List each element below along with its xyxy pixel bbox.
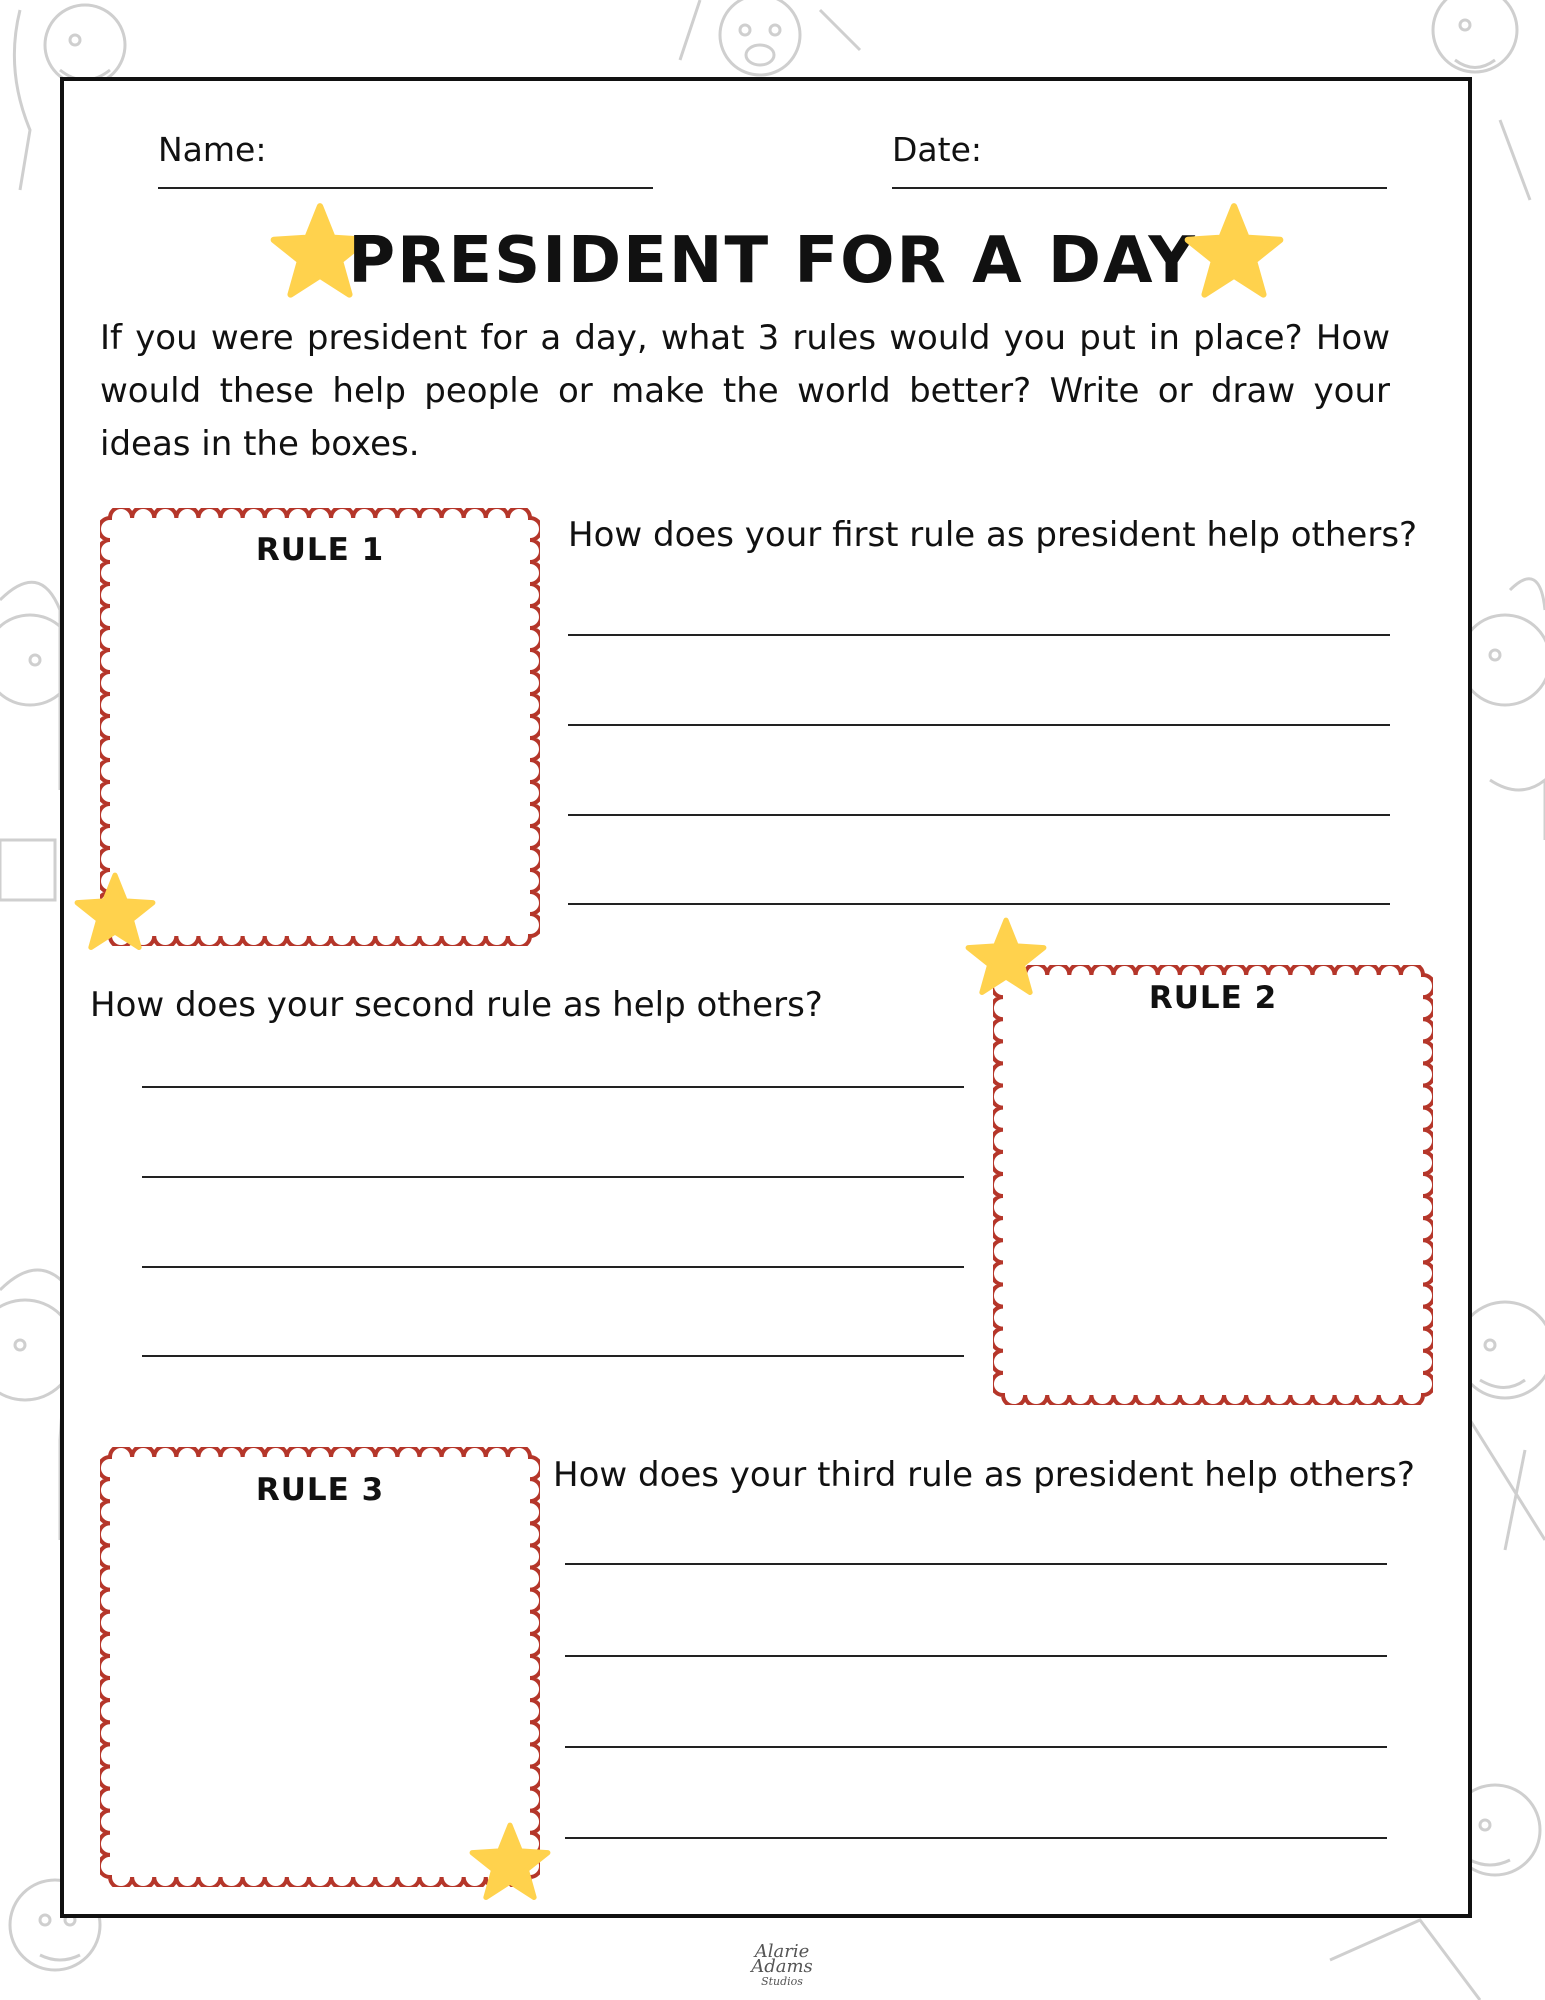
answer-line[interactable] <box>142 1086 964 1088</box>
rule-1-question: How does your first rule as president help others? <box>568 515 1418 555</box>
scalloped-border <box>993 965 1433 1405</box>
doodle-character-icon <box>680 0 860 75</box>
scalloped-border <box>100 508 540 946</box>
answer-line[interactable] <box>565 1837 1387 1839</box>
star-icon <box>70 870 160 956</box>
rule-2-label: RULE 2 <box>1148 980 1278 1016</box>
scalloped-border-path <box>993 965 1433 1405</box>
instructions-text: If you were president for a day, what 3 rules would you put in place? How would these help people or make the world better? Write or draw your ideas in the boxes. <box>100 318 1390 464</box>
rule-2-question: How does your second rule as help others? <box>90 985 823 1025</box>
answer-line[interactable] <box>142 1355 964 1357</box>
answer-line[interactable] <box>565 1746 1387 1748</box>
rule-1-box[interactable] <box>100 508 540 946</box>
star-icon <box>465 1820 555 1906</box>
answer-line[interactable] <box>568 634 1390 636</box>
rule-1-label: RULE 1 <box>255 532 385 568</box>
page-title: PRESIDENT FOR A DAY <box>348 224 1197 298</box>
answer-line[interactable] <box>142 1266 964 1268</box>
brand-line-3: Studios <box>761 1975 803 1988</box>
rule-3-label: RULE 3 <box>255 1472 385 1508</box>
answer-line[interactable] <box>565 1655 1387 1657</box>
date-field[interactable] <box>892 187 1387 189</box>
answer-line[interactable] <box>568 903 1390 905</box>
answer-line[interactable] <box>568 814 1390 816</box>
date-label: Date: <box>892 130 982 169</box>
brand-logo <box>742 1941 822 1990</box>
answer-line[interactable] <box>142 1176 964 1178</box>
brand-line-1: Alarie <box>754 1941 810 1962</box>
rule-3-question: How does your third rule as president help others? <box>553 1455 1415 1495</box>
answer-line[interactable] <box>568 724 1390 726</box>
scalloped-border-path <box>100 508 540 946</box>
doodle-character-icon <box>1460 579 1545 840</box>
name-label: Name: <box>158 130 267 169</box>
rule-2-box[interactable] <box>993 965 1433 1405</box>
answer-line[interactable] <box>565 1563 1387 1565</box>
star-icon <box>1180 200 1288 305</box>
name-field[interactable] <box>158 187 653 189</box>
star-icon <box>962 915 1050 1001</box>
brand-line-2: Adams <box>751 1956 813 1977</box>
